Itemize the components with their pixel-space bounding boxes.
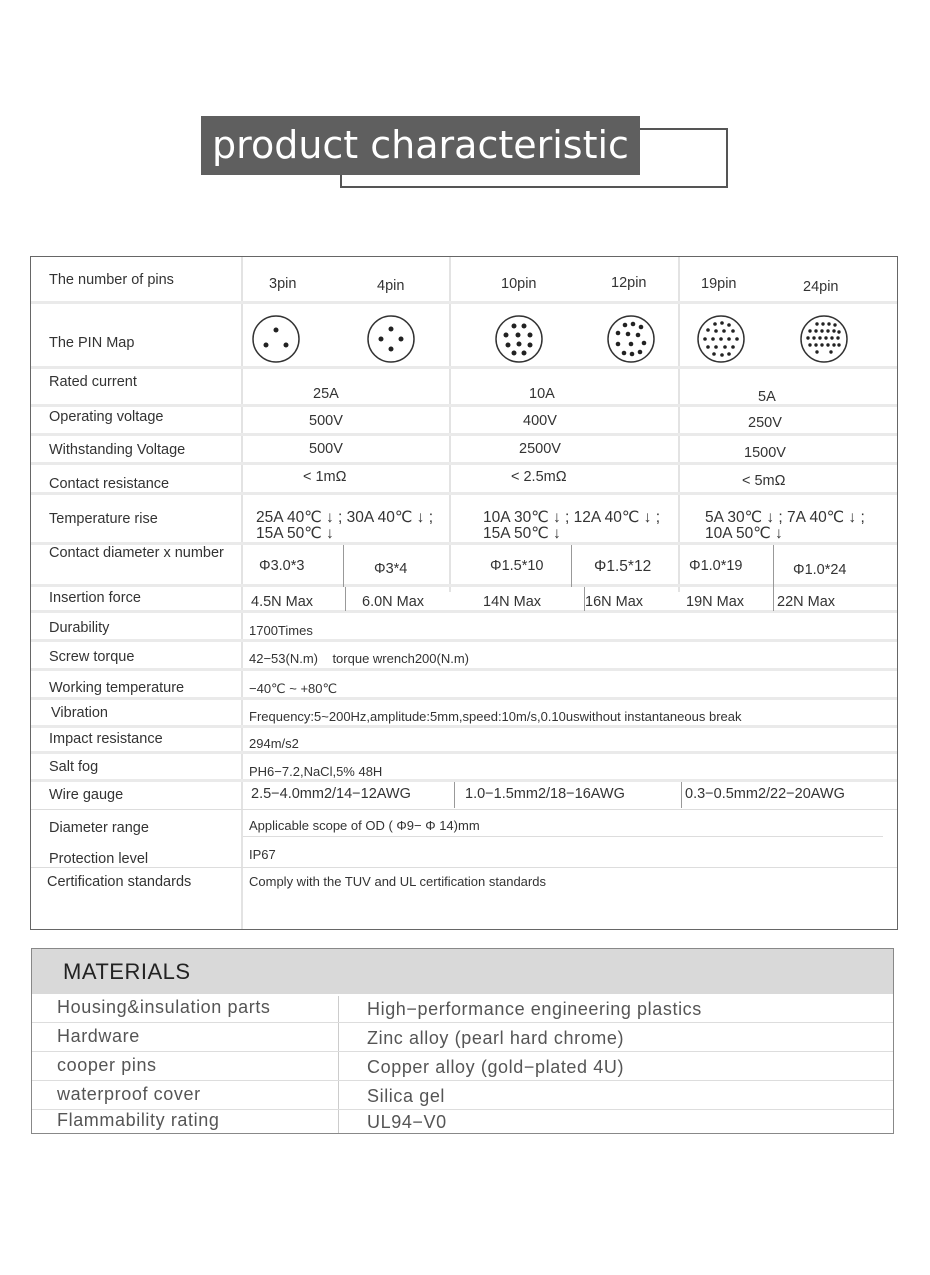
material-row bbox=[32, 1109, 893, 1133]
insertion-force-value: 19N Max bbox=[686, 594, 745, 610]
contact-resistance-value: < 1mΩ bbox=[303, 469, 347, 485]
rated-current-value: 10A bbox=[529, 386, 555, 402]
contact-diameter-value: Φ1.0*24 bbox=[793, 562, 847, 578]
cell-separator bbox=[454, 782, 455, 808]
page-title: product characteristic bbox=[201, 116, 640, 175]
pin-map-24-icon bbox=[799, 314, 849, 364]
screw-torque-value: 42−53(N.m) torque wrench200(N.m) bbox=[249, 651, 470, 666]
insertion-force-label: Insertion force bbox=[49, 590, 141, 606]
pin-map-3-icon bbox=[251, 314, 301, 364]
pinmap-label: The PIN Map bbox=[49, 335, 135, 351]
wire-gauge-label: Wire gauge bbox=[49, 787, 124, 803]
diameter-range-row bbox=[31, 810, 897, 837]
impact-resistance-row bbox=[31, 728, 897, 754]
wire-gauge-value: 0.3−0.5mm2/22−20AWG bbox=[685, 786, 845, 802]
cell-separator bbox=[571, 545, 572, 587]
pin-map-12-icon bbox=[606, 314, 656, 364]
contact-diameter-value: Φ3*4 bbox=[374, 561, 408, 577]
pin-map-19-icon bbox=[696, 314, 746, 364]
withstanding-voltage-label: Withstanding Voltage bbox=[49, 442, 186, 458]
material-row bbox=[32, 1081, 893, 1110]
contact-diameter-value: Φ1.5*10 bbox=[490, 558, 544, 574]
protection-level-row bbox=[31, 837, 897, 868]
wire-gauge-row bbox=[31, 782, 897, 810]
material-row bbox=[32, 994, 893, 1023]
durability-label: Durability bbox=[49, 620, 110, 636]
cell-separator bbox=[773, 587, 774, 611]
working-temperature-row bbox=[31, 671, 897, 700]
pinmap-row bbox=[31, 304, 897, 369]
material-row bbox=[32, 1023, 893, 1052]
operating-voltage-value: 250V bbox=[748, 415, 782, 431]
material-key: waterproof cover bbox=[57, 1084, 201, 1104]
withstanding-voltage-value: 1500V bbox=[744, 445, 786, 461]
pins-label: The number of pins bbox=[49, 272, 174, 288]
screw-torque-label: Screw torque bbox=[49, 649, 135, 665]
material-key: cooper pins bbox=[57, 1055, 157, 1075]
rated-current-label: Rated current bbox=[49, 374, 137, 390]
withstanding-voltage-row bbox=[31, 436, 897, 465]
rated-current-value: 5A bbox=[758, 389, 776, 405]
pin-count-24: 24pin bbox=[803, 279, 839, 295]
temperature-rise-value: 5A 30℃ ↓ ; 7A 40℃ ↓ ; bbox=[705, 509, 865, 526]
vibration-row bbox=[31, 700, 897, 728]
diameter-range-value: Applicable scope of OD ( Φ9− Φ 14)mm bbox=[249, 818, 480, 833]
working-temperature-label: Working temperature bbox=[49, 680, 185, 696]
operating-voltage-value: 400V bbox=[523, 413, 557, 429]
salt-fog-label: Salt fog bbox=[49, 759, 99, 775]
salt-fog-row bbox=[31, 754, 897, 782]
pin-count-3: 3pin bbox=[269, 276, 297, 292]
insertion-force-value: 14N Max bbox=[483, 594, 542, 610]
diameter-range-label: Diameter range bbox=[49, 820, 149, 836]
impact-resistance-label: Impact resistance bbox=[49, 731, 163, 747]
material-value: Copper alloy (gold−plated 4U) bbox=[367, 1057, 625, 1077]
temperature-rise-value: 15A 50℃ ↓ bbox=[256, 525, 334, 542]
contact-resistance-row bbox=[31, 465, 897, 495]
contact-resistance-value: < 5mΩ bbox=[742, 473, 786, 489]
materials-header bbox=[32, 949, 893, 994]
certification-row bbox=[31, 868, 897, 930]
pin-count-19: 19pin bbox=[701, 276, 737, 292]
pins-row bbox=[31, 257, 897, 304]
wire-gauge-value: 1.0−1.5mm2/18−16AWG bbox=[465, 786, 625, 802]
insertion-force-value: 6.0N Max bbox=[362, 594, 425, 610]
pin-count-12: 12pin bbox=[611, 275, 647, 291]
temperature-rise-value: 15A 50℃ ↓ bbox=[483, 525, 561, 542]
material-key: Hardware bbox=[57, 1026, 140, 1046]
spec-table bbox=[30, 256, 898, 930]
temperature-rise-row bbox=[31, 495, 897, 545]
contact-resistance-label: Contact resistance bbox=[49, 476, 170, 492]
materials-title: MATERIALS bbox=[63, 959, 191, 984]
material-value: Zinc alloy (pearl hard chrome) bbox=[367, 1028, 625, 1048]
contact-diameter-value: Φ3.0*3 bbox=[259, 558, 305, 574]
screw-torque-row bbox=[31, 642, 897, 671]
insertion-force-value: 4.5N Max bbox=[251, 594, 314, 610]
cell-separator bbox=[773, 545, 774, 587]
material-row bbox=[32, 1052, 893, 1081]
material-value: UL94−V0 bbox=[367, 1112, 447, 1132]
cell-separator bbox=[345, 587, 346, 611]
cell-separator bbox=[343, 545, 344, 587]
salt-fog-value: PH6−7.2,NaCl,5% 48H bbox=[249, 764, 383, 779]
certification-value: Comply with the TUV and UL certification standards bbox=[249, 874, 546, 889]
wire-gauge-value: 2.5−4.0mm2/14−12AWG bbox=[251, 786, 411, 802]
temperature-rise-value: 10A 50℃ ↓ bbox=[705, 525, 783, 542]
rated-current-row bbox=[31, 369, 897, 407]
operating-voltage-value: 500V bbox=[309, 413, 343, 429]
contact-diameter-label: Contact diameter x number bbox=[49, 545, 224, 561]
durability-value: 1700Times bbox=[249, 623, 313, 638]
cell-separator bbox=[681, 782, 682, 808]
certification-label: Certification standards bbox=[47, 874, 192, 890]
insertion-force-row bbox=[31, 587, 897, 613]
pin-count-10: 10pin bbox=[501, 276, 537, 292]
pin-map-10-icon bbox=[494, 314, 544, 364]
temperature-rise-label: Temperature rise bbox=[49, 511, 158, 527]
protection-level-label: Protection level bbox=[49, 851, 149, 867]
withstanding-voltage-value: 2500V bbox=[519, 441, 561, 457]
protection-level-value: IP67 bbox=[249, 847, 276, 862]
rated-current-value: 25A bbox=[313, 386, 339, 402]
insertion-force-value: 16N Max bbox=[585, 594, 644, 610]
vibration-label: Vibration bbox=[51, 705, 108, 721]
pin-count-4: 4pin bbox=[377, 278, 405, 294]
operating-voltage-row bbox=[31, 407, 897, 436]
pin-map-4-icon bbox=[366, 314, 416, 364]
insertion-force-value: 22N Max bbox=[777, 594, 836, 610]
material-key: Housing&insulation parts bbox=[57, 997, 271, 1017]
temperature-rise-value: 25A 40℃ ↓ ; 30A 40℃ ↓ ; bbox=[256, 509, 434, 526]
material-key: Flammability rating bbox=[57, 1110, 220, 1130]
contact-diameter-row bbox=[31, 545, 897, 587]
durability-row bbox=[31, 613, 897, 642]
material-value: High−performance engineering plastics bbox=[367, 999, 702, 1019]
vibration-value: Frequency:5~200Hz,amplitude:5mm,speed:10m/s,0.10uswithout instantaneous break bbox=[249, 709, 742, 724]
contact-resistance-value: < 2.5mΩ bbox=[511, 469, 567, 485]
working-temperature-value: −40℃ ~ +80℃ bbox=[249, 681, 338, 696]
withstanding-voltage-value: 500V bbox=[309, 441, 343, 457]
materials-table bbox=[31, 948, 894, 1134]
contact-diameter-value: Φ1.0*19 bbox=[689, 558, 743, 574]
contact-diameter-value: Φ1.5*12 bbox=[594, 558, 652, 575]
material-value: Silica gel bbox=[367, 1086, 446, 1106]
temperature-rise-value: 10A 30℃ ↓ ; 12A 40℃ ↓ ; bbox=[483, 509, 661, 526]
impact-resistance-value: 294m/s2 bbox=[249, 736, 299, 751]
operating-voltage-label: Operating voltage bbox=[49, 409, 164, 425]
